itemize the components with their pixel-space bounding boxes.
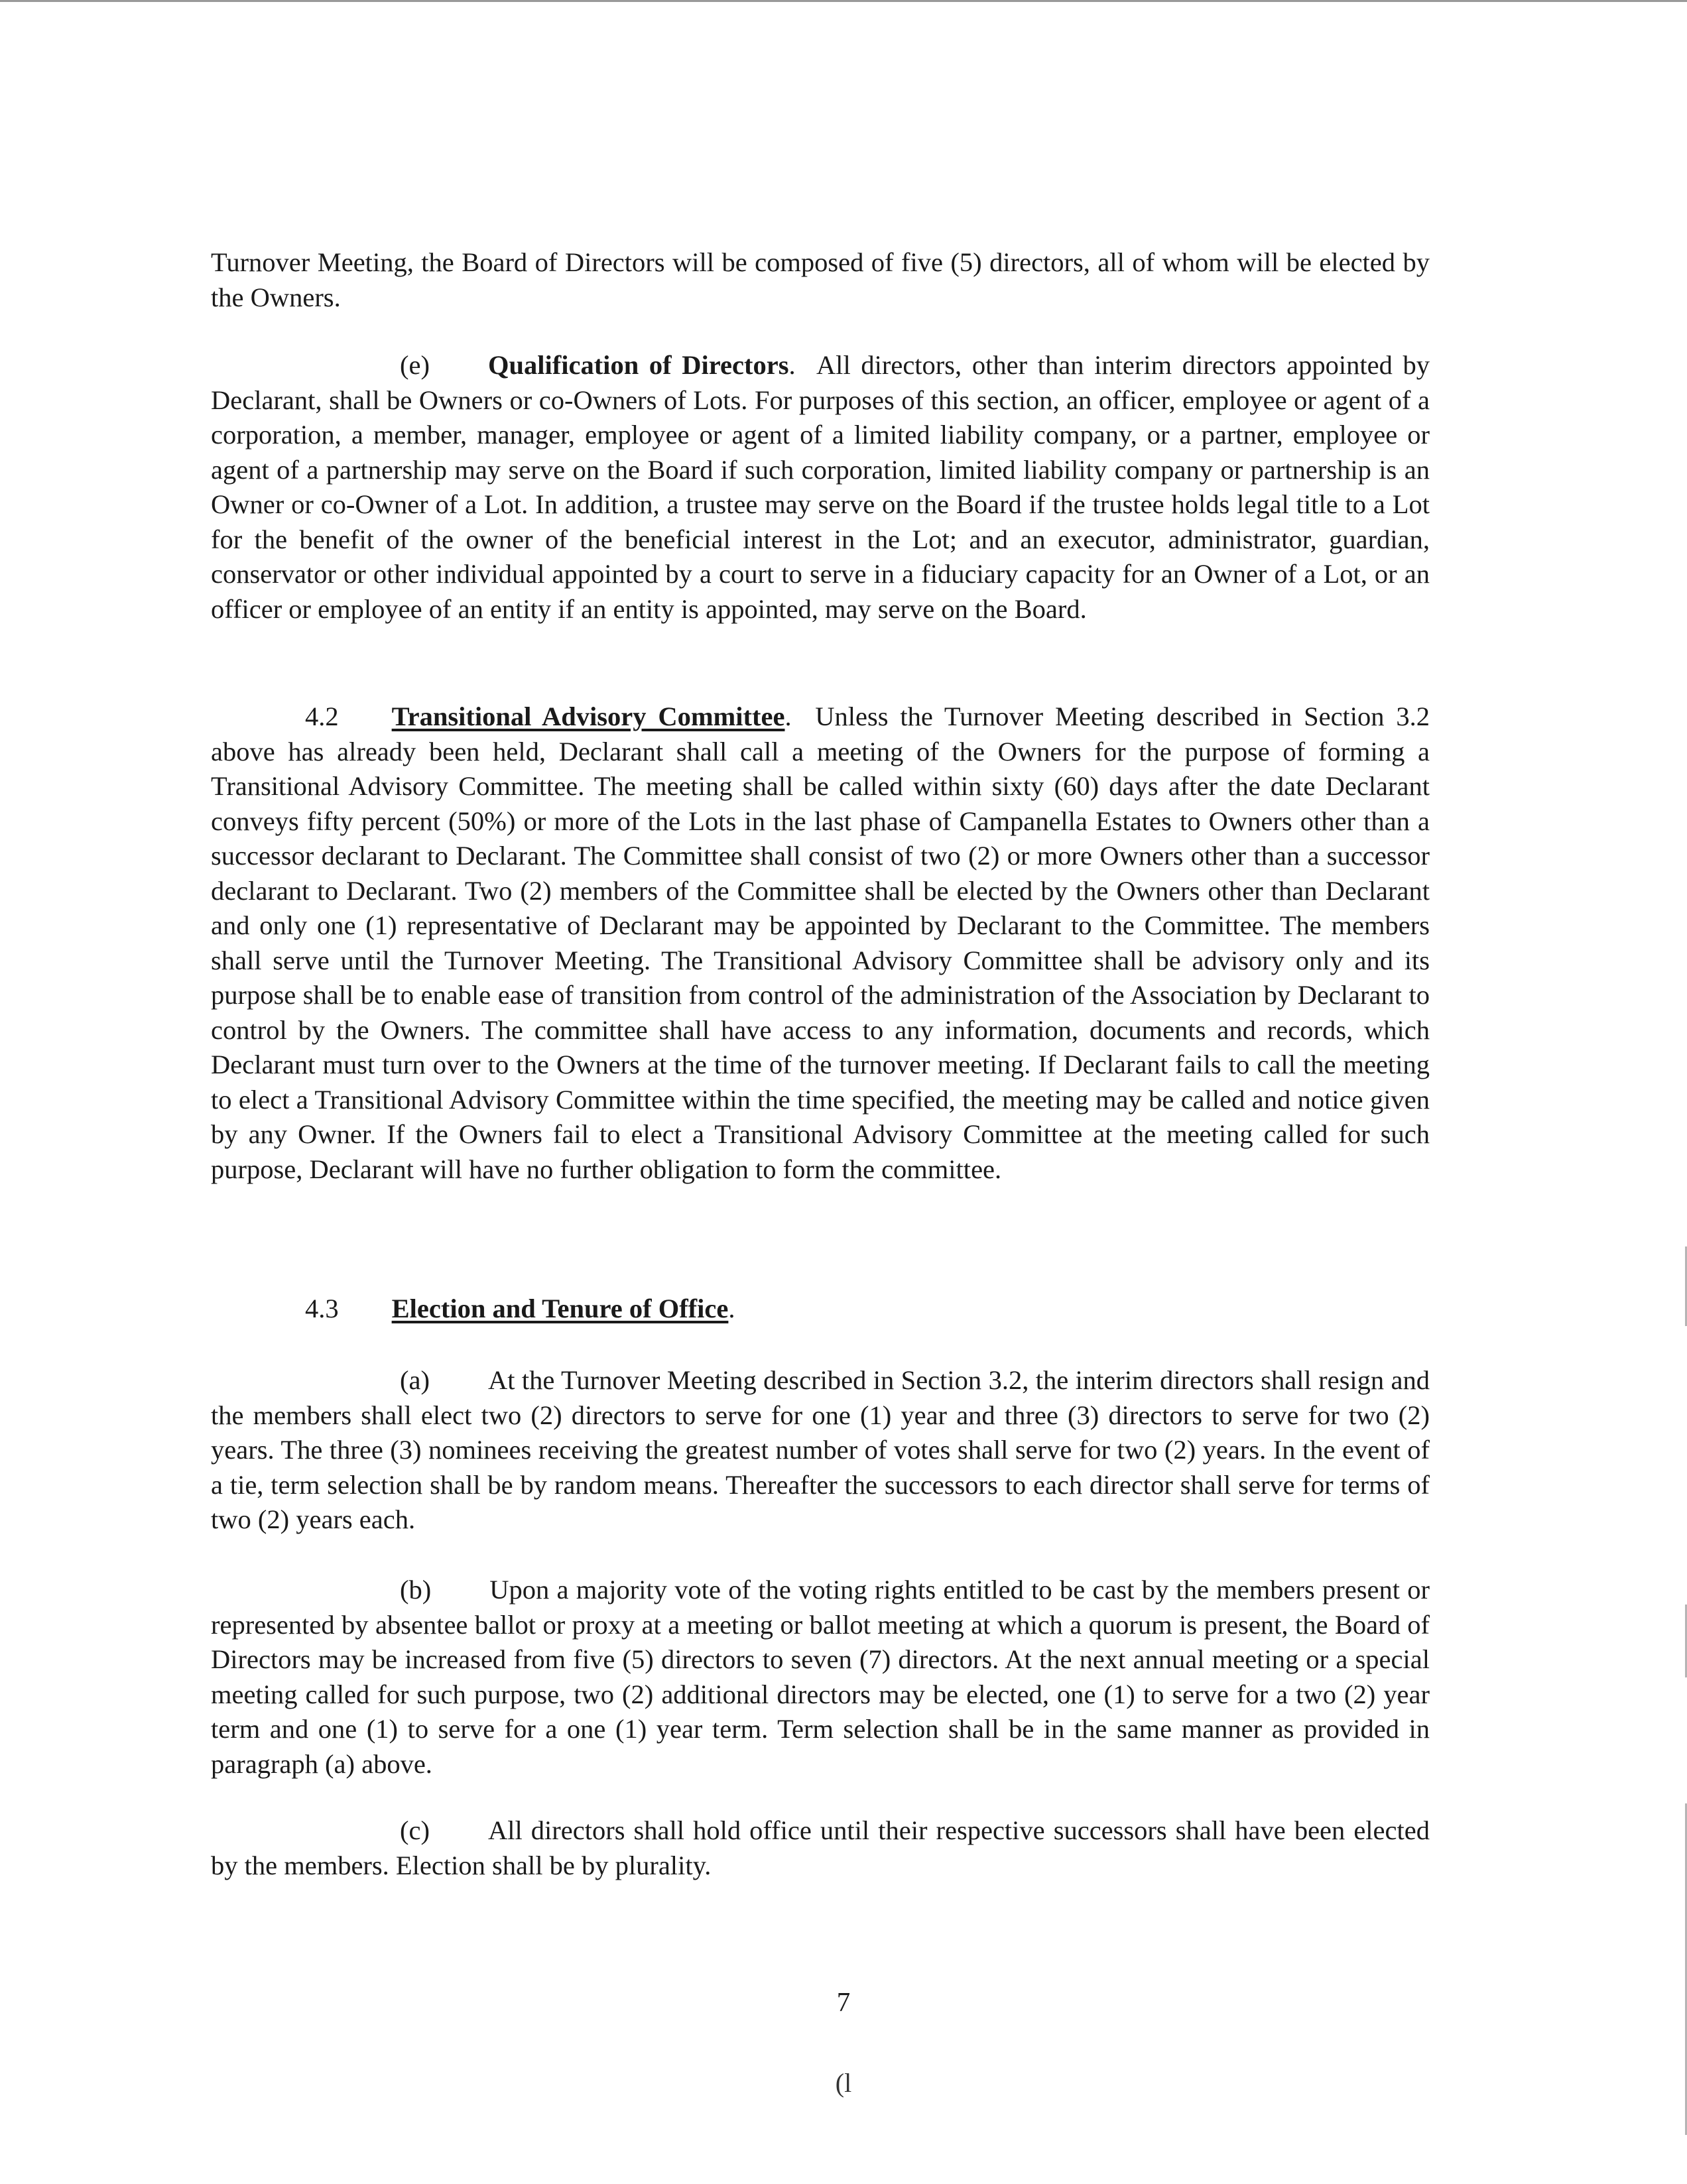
paragraph-election-b <box>211 1573 1430 1782</box>
subsection-label: (a) <box>400 1365 430 1395</box>
section-4-3-heading: 4.3 Election and Tenure of Office. <box>305 1294 735 1323</box>
election-c-text: All directors shall hold office until their respective successors shall have been elected by the members. Election shall be by plurality. <box>211 1815 1430 1880</box>
handwritten-marks: (l <box>835 2068 852 2098</box>
section-number: 4.3 <box>305 1294 339 1323</box>
election-b-text: Upon a majority vote of the voting rights entitled to be cast by the members present or represented by absentee ballot or proxy at a meeting or ballot meeting at which a quorum is present, the Board of Directors may be increased from five (5) directors to seven (7) directors. At the next annual meeting or a special meeting called for such purpose, two (2) additional directors may be elected, one (1) to serve for a two (2) year term and one (1) to serve for a one (1) year term. Term selection shall be in the same manner as provided in paragraph (a) above. <box>211 1575 1430 1779</box>
paragraph-election-a <box>211 1363 1430 1538</box>
subsection-label: (e) <box>400 350 430 380</box>
qualification-heading: Qualification of Directors <box>487 350 789 380</box>
scan-top-border <box>0 0 1687 2</box>
election-heading: Election and Tenure of Office <box>391 1294 729 1323</box>
election-a-text: At the Turnover Meeting described in Section 3.2, the interim directors shall resign and the members shall elect two (2) directors to serve for one (1) year and three (3) directors to serve for two (2) years. The three (3) nominees receiving the greatest number of votes shall serve for two (2) years. In the event of a tie, term selection shall be by random means. Thereafter the successors to each director shall serve for terms of two (2) years each. <box>211 1365 1430 1534</box>
transitional-heading: Transitional Advisory Committee <box>391 701 785 731</box>
paragraph-turnover-continuation: Turnover Meeting, the Board of Directors will be composed of five (5) directors, all of whom will be elected by the Owners. <box>211 247 1430 312</box>
qualification-text: All directors, other than interim directors appointed by Declarant, shall be Owners or co-Owners of Lots. For purposes of this section, an officer, employee or agent of a corporation, a member, manager, employee or agent of a limited liability company, or a partner, employee or agent of a partnership may serve on the Board if such corporation, limited liability company or partnership is an Owner or co-Owner of a Lot. In addition, a trustee may serve on the Board if the trustee holds legal title to a Lot for the benefit of the owner of the beneficial interest in the Lot; and an executor, administrator, guardian, conservator or other individual appointed by a court to serve in a fiduciary capacity for an Owner of a Lot, or an officer or employee of an entity if an entity is appointed, may serve on the Board. <box>211 350 1430 624</box>
transitional-text: Unless the Turnover Meeting described in Section 3.2 above has already been held, Declarant shall call a meeting of the Owners for the purpose of forming a Transitional Advisory Committee. The meeting shall be called within sixty (60) days after the date Declarant conveys fifty percent (50%) or more of the Lots in the last phase of Campanella Estates to Owners other than a successor declarant to Declarant. The Committee shall consist of two (2) or more Owners other than a successor declarant to Declarant. Two (2) members of the Committee shall be elected by the Owners other than Declarant and only one (1) representative of Declarant may be appointed by Declarant to the Committee. The members shall serve until the Turnover Meeting. The Transitional Advisory Committee shall be advisory only and its purpose shall be to enable ease of transition from control of the administration of the Association by Declarant to control by the Owners. The committee shall have access to any information, documents and records, which Declarant must turn over to the Owners at the time of the turnover meeting. If Declarant fails to call the meeting to elect a Transitional Advisory Committee within the time specified, the meeting may be called and notice given by any Owner. If the Owners fail to elect a Transitional Advisory Committee at the meeting called for such purpose, Declarant will have no further obligation to form the committee. <box>211 701 1430 1184</box>
page-number: 7 <box>836 1986 851 2017</box>
section-4-2-transitional-advisory-committee: 4.2 Transitional Advisory Committee. Unless the Turnover Meeting described in Section 3.2 above has already been held, Declarant shall call a meeting of the Owners for the purpose of forming a Transitional Advisory Committee. The meeting shall be called within sixty (60) days after the date Declarant conveys fifty percent (50%) or more of the Lots in the last phase of Campanella Estates to Owners other than a successor declarant to Declarant. The Committee shall consist of two (2) or more Owners other than a successor declarant to Declarant. Two (2) members of the Committee shall be elected by the Owners other than Declarant and only one (1) representative of Declarant may be appointed by Declarant to the Committee. The members shall serve until the Turnover Meeting. The Transitional Advisory Committee shall be advisory only and its purpose shall be to enable ease of transition from control of the administration of the Association by Declarant to control by the Owners. The committee shall have access to any information, documents and records, which Declarant must turn over to the Owners at the time of the turnover meeting. If Declarant fails to call the meeting to elect a Transitional Advisory Committee within the time specified, the meeting may be called and notice given by any Owner. If the Owners fail to elect a Transitional Advisory Committee at the meeting called for such purpose, Declarant will have no further obligation to form the committee. <box>211 701 1430 1184</box>
subsection-label: (c) <box>400 1815 430 1845</box>
subsection-label: (b) <box>400 1575 432 1605</box>
section-number: 4.2 <box>305 701 339 731</box>
paragraph-election-c <box>211 1813 1430 1883</box>
paragraph-qualification-of-directors: (e) Qualification of Directors. All directors, other than interim directors appointed by Declarant, shall be Owners or co-Owners of Lots. For purposes of this section, an officer, employee or agent of a corporation, a member, manager, employee or agent of a limited liability company, or a partner, employee or agent of a partnership may serve on the Board if such corporation, limited liability company or partnership is an Owner or co-Owner of a Lot. In addition, a trustee may serve on the Board if the trustee holds legal title to a Lot for the benefit of the owner of the beneficial interest in the Lot; and an executor, administrator, guardian, conservator or other individual appointed by a court to serve in a fiduciary capacity for an Owner of a Lot, or an officer or employee of an entity if an entity is appointed, may serve on the Board. <box>211 350 1430 624</box>
